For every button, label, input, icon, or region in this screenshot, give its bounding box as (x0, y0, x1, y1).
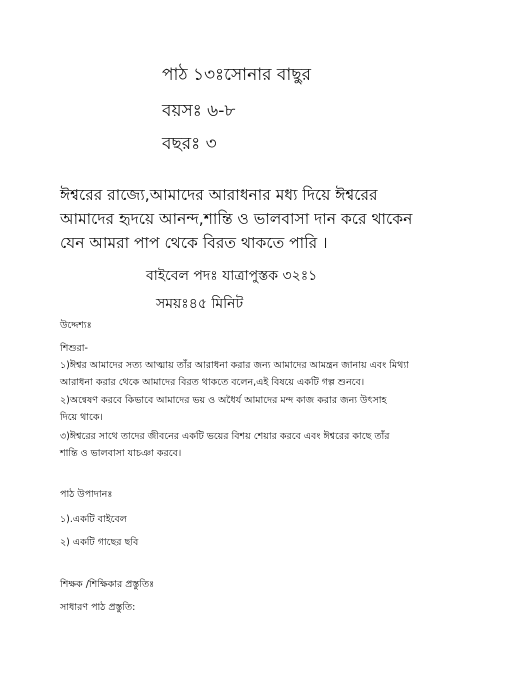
objectives-heading-text: উদ্দেশ্যঃ (60, 320, 92, 331)
bible-reference: বাইবেল পদঃ যাত্রাপুস্তক ৩২ঃ১ (146, 268, 318, 284)
material-text: ১).একটি বাইবেল (60, 514, 127, 525)
objective-line: দিয়ে থাকে। (60, 412, 103, 423)
children-label-text: শিশুরা- (60, 343, 88, 354)
general-prep-label (60, 599, 480, 616)
intro-line: যেন আমরা পাপ থেকে বিরত থাকতে পারি । (60, 234, 328, 252)
year-label: বছরঃ ৩ (162, 134, 217, 154)
objective-line: ৩)ঈশ্বরের সাথে তাদের জীবনের একটি ভয়ের বিশয় শেয়ার করবে এবং ঈশ্বরের কাছে তাঁর (60, 431, 390, 442)
objective-line: শান্তি ও ভালবাসা যাচঞা করবে। (60, 448, 182, 459)
objectives-heading (60, 317, 480, 334)
materials-heading (60, 486, 480, 503)
children-label (60, 340, 480, 357)
intro-line: ঈশ্বরের রাজ্যে,আমাদের আরাধনার মধ্য দিয়ে ঈশ্বরের (60, 186, 378, 204)
objective-line: ২)অন্বেষণ করবে কিভাবে আমাদের ভয় ও অধৈর্য আমাদের মন্দ কাজ করার জন্য উৎসাহ (60, 395, 387, 406)
intro-line: আমাদের হৃদয়ে আনন্দ,শান্তি ও ভালবাসা দান করে থাকেন (60, 210, 413, 228)
materials-heading-text: পাঠ উপাদানঃ (60, 489, 113, 500)
general-prep-text: সাধারণ পাঠ প্রস্তুতি: (60, 602, 136, 613)
teacher-prep-heading-text: শিক্ষক /শিক্ষিকার প্রস্তুতিঃ (60, 579, 155, 590)
objective-item (60, 392, 480, 426)
material-item (60, 534, 480, 551)
objective-line: ১)ঈশ্বর আমাদের সত্য আত্মায় তাঁর আরাধনা করার জন্য আমাদের আমন্ত্রন জানায় এবং মিথ্যা (60, 360, 409, 371)
objective-item (60, 428, 480, 462)
teacher-prep-heading (60, 576, 480, 593)
age-range: বয়সঃ ৬-৮ (162, 101, 236, 121)
objective-line: আরাধনা করার থেকে আমাদের বিরত থাকতে বলেন,এই বিষয়ে একটি গল্প শুনবে। (60, 377, 365, 388)
objective-item (60, 357, 480, 391)
material-text: ২) একটি গাছের ছবি (60, 537, 139, 548)
material-item (60, 511, 480, 528)
lesson-duration: সময়ঃ৪৫ মিনিট (156, 296, 244, 312)
lesson-title: পাঠ ১৩ঃসোনার বাছুর (162, 65, 311, 85)
intro-paragraph (60, 183, 500, 255)
